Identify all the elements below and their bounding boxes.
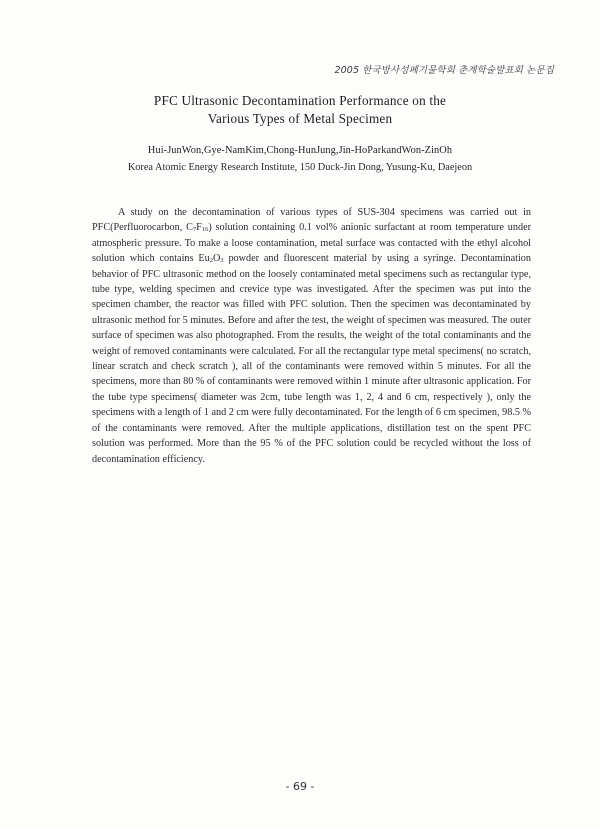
formula-subscript: 7	[192, 226, 197, 234]
formula-subscript: 2	[209, 257, 213, 265]
paper-title	[0, 92, 600, 128]
abstract-text-3: ) solution containing 0.1 vol% anionic surfactant at room temperature under atmospheric pressure. To make a loose contamination, metal surface was contacted with the ethyl alcohol solution which contains Eu	[92, 222, 532, 265]
paper-title-line-1: PFC Ultrasonic Decontamination Performance on the	[153, 93, 447, 108]
page-number: - 69 -	[285, 780, 315, 793]
abstract-text-4: O	[212, 253, 221, 265]
author-list: Hui-JunWon,Gye-NamKim,Chong-HunJung,Jin-HoParkandWon-ZinOh	[147, 145, 453, 156]
abstract-text-5: powder and fluorescent material by using a syringe. Decontamination behavior of PFC ultrasonic method on the loosely contaminated metal specimens such as rectangular type, tube type, welding specimen and crevice type was investigated. After the specimen was put into the specimen chamber, the reactor was filled with PFC solution. Then the specimen was decontaminated by ultrasonic method for 5 minutes. Before and after the test, the weight of specimen was measured. The outer surface of specimen was also photographed. From the results, the weight of the total contaminants and the weight of removed contaminants were calculated. For all the rectangular type metal specimens( no scratch, linear scratch and check scratch ), all of the contaminants were removed within 5 minutes. For all the specimens, more than 80 % of contaminants were removed within 1 minute after ultrasonic application. For the tube type specimens( diameter was 2cm, tube length was 1, 2, 4 and 6 cm, respectively ), only the specimens with a length of 1 and 2 cm were fully decontaminated. For the length of 6 cm specimen, 98.5 % of the contaminants were removed. After the multiple applications, distillation test on the spent PFC solution was performed. More than the 95 % of the PFC solution could be recycled without the loss of decontamination efficiency.	[92, 253, 531, 465]
abstract-text-1: A study on the decontamination of various types of SUS-304 specimens was carried out in PFC(Perfluorocarbon, C	[92, 207, 531, 234]
formula-subscript: 3	[220, 257, 224, 265]
formula-subscript: 16	[201, 226, 209, 234]
paper-title-line-2: Various Types of Metal Specimen	[207, 111, 393, 126]
running-header: 2005 한국방사성폐기물학회 춘계학술발표회 논문집	[334, 65, 554, 76]
abstract-paragraph	[92, 205, 531, 467]
author-affiliation: Korea Atomic Energy Research Institute, 150 Duck-Jin Dong, Yusung-Ku, Daejeon	[127, 162, 473, 173]
abstract-text-2: F	[196, 222, 202, 234]
